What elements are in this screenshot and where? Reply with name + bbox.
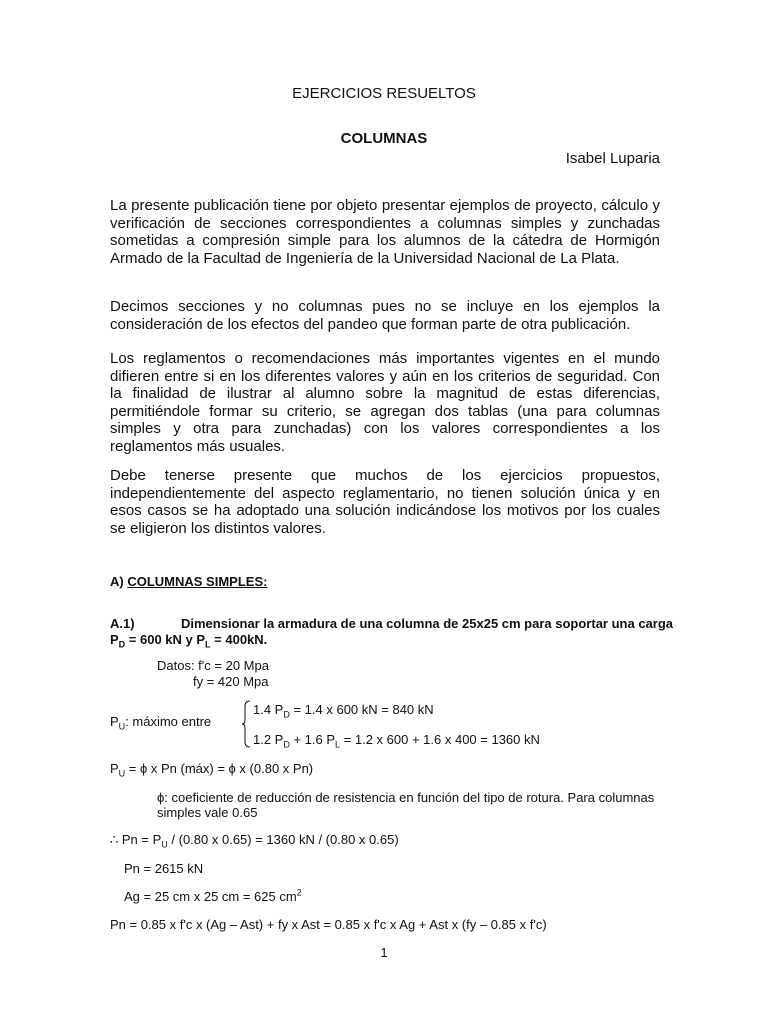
phi-note-line1: ϕ: coeficiente de reducción de resistencia en función del tipo de rotura. Para columnas [157, 790, 655, 805]
paragraph-intro: La presente publicación tiene por objeto presentar ejemplos de proyecto, cálculo y verificación de secciones correspondientes a columnas simples y zunchadas sometidas a compresión simple para los alumnos de la cátedra de Hormigón Armado de la Facultad de Ingeniería de la Universidad Nacional de La Plata. [110, 197, 660, 267]
pu-label: $P_U$: máximo entre [110, 714, 212, 732]
section-heading [110, 574, 267, 589]
data-fy: fy = 420 Mpa [193, 674, 269, 689]
ag-calculation: Ag = 25 cm x 25 cm = 625 $cm^2$ [124, 887, 302, 904]
pu-option-1: 1.4 $P_D = 1.4$ x 600 kN = 840 kN [253, 702, 434, 720]
pn-equation: Pn = 0.85 x f'c x (Ag – Ast) + fy x Ast = 0.85 x f'c x Ag + Ast x (fy – 0.85 x f'c) [110, 917, 547, 932]
pu-phi-formula: $P_U = \phi$ x Pn (máx) = ϕ x (0.80 x Pn) [110, 761, 314, 779]
page-number: 1 [380, 945, 388, 960]
exercise-number: A.1) [110, 616, 135, 631]
paragraph-regulations: Los reglamentos o recomendaciones más importantes vigentes en el mundo difieren entre si en los diferentes valores y aún en los criterios de seguridad. Con la finalidad de ilustrar al alumno sobre la magnitud de estas diferencias, permitiéndole formar su criterio, se agregan dos tablas (una para columnas simples y otra para zunchadas) con los valores correspondientes a los reglamentos más usuales. [110, 350, 660, 455]
exercise-statement-line2: $P_D = 600$ kN y $P_L = 400kN$. [110, 632, 268, 650]
pn-result: Pn = 2615 kN [124, 861, 204, 876]
section-prefix: A) [110, 574, 128, 589]
pn-calculation: ∴ $Pn = P_U / (0.80$ x 0.65) = 1360 kN / (0.80 x 0.65) [110, 832, 399, 850]
exercise-statement-line1: Dimensionar la armadura de una columna de 25x25 cm para soportar una carga [181, 616, 674, 631]
paragraph-sections: Decimos secciones y no columnas pues no se incluye en los ejemplos la consideración de los efectos del pandeo que forman parte de otra publicación. [110, 298, 660, 333]
document-author: Isabel Luparia [565, 150, 660, 167]
document-title: EJERCICIOS RESUELTOS [292, 85, 476, 102]
paragraph-note: Debe tenerse presente que muchos de los ejercicios propuestos, independientemente del aspecto reglamentario, no tienen solución única y en esos casos se ha adoptado una solución indicándose los motivos por los cuales se eligieron los distintos valores. [110, 467, 660, 537]
brace-icon [241, 700, 251, 748]
phi-note-line2: simples vale 0.65 [157, 805, 258, 820]
section-title: COLUMNAS SIMPLES: [127, 574, 268, 589]
document-subtitle: COLUMNAS [340, 130, 428, 147]
data-fc: Datos: f'c = 20 Mpa [157, 658, 269, 673]
pu-option-2: 1.2 $P_D + 1.6$ $P_L = 1.2$ x 600 + 1.6 x 400 = 1360 kN [253, 732, 540, 750]
